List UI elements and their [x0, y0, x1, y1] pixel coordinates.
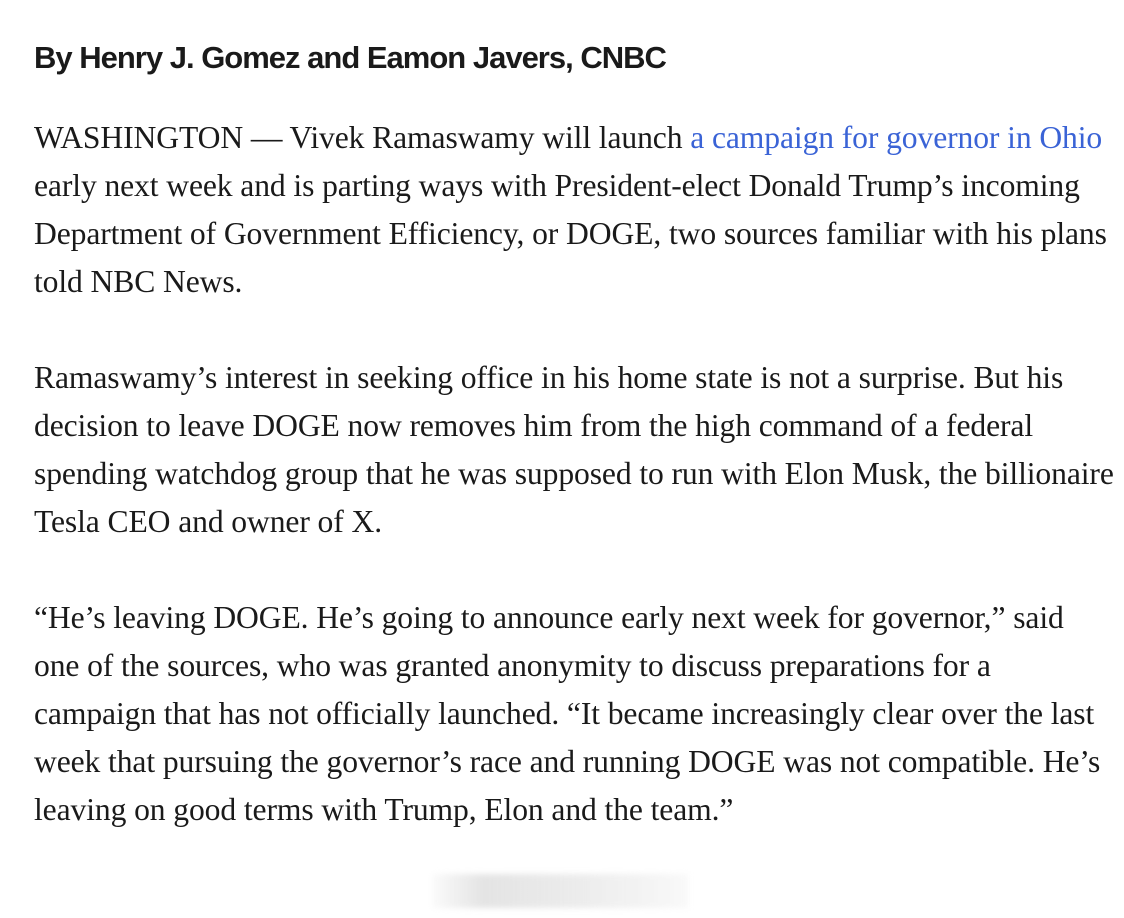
- paragraph-text: WASHINGTON — Vivek Ramaswamy will launch: [34, 120, 691, 155]
- paragraph-text: early next week and is parting ways with President-elect Donald Trump’s incoming Department of Government Efficiency, or DOGE, two sources familiar with his plans told NBC News.: [34, 168, 1107, 299]
- article-byline: By Henry J. Gomez and Eamon Javers, CNBC: [34, 40, 666, 75]
- article-paragraph-2: Ramaswamy’s interest in seeking office in his home state is not a surprise. But his decision to leave DOGE now removes him from the high command of a federal spending watchdog group that he was supposed to run with Elon Musk, the billionaire Tesla CEO and owner of X.: [34, 360, 1114, 539]
- governor-campaign-link[interactable]: a campaign for governor in Ohio: [690, 120, 1103, 155]
- article-paragraph-3: “He’s leaving DOGE. He’s going to announce early next week for governor,” said one of the sources, who was granted anonymity to discuss preparations for a campaign that has not officially launched. “It became increasingly clear over the last week that pursuing the governor’s race and running DOGE was not compatible. He’s leaving on good terms with Trump, Elon and the team.”: [34, 600, 1101, 827]
- blurred-watermark: [432, 874, 688, 908]
- article-paragraph-1: [34, 114, 1116, 306]
- article-body: [34, 36, 1116, 882]
